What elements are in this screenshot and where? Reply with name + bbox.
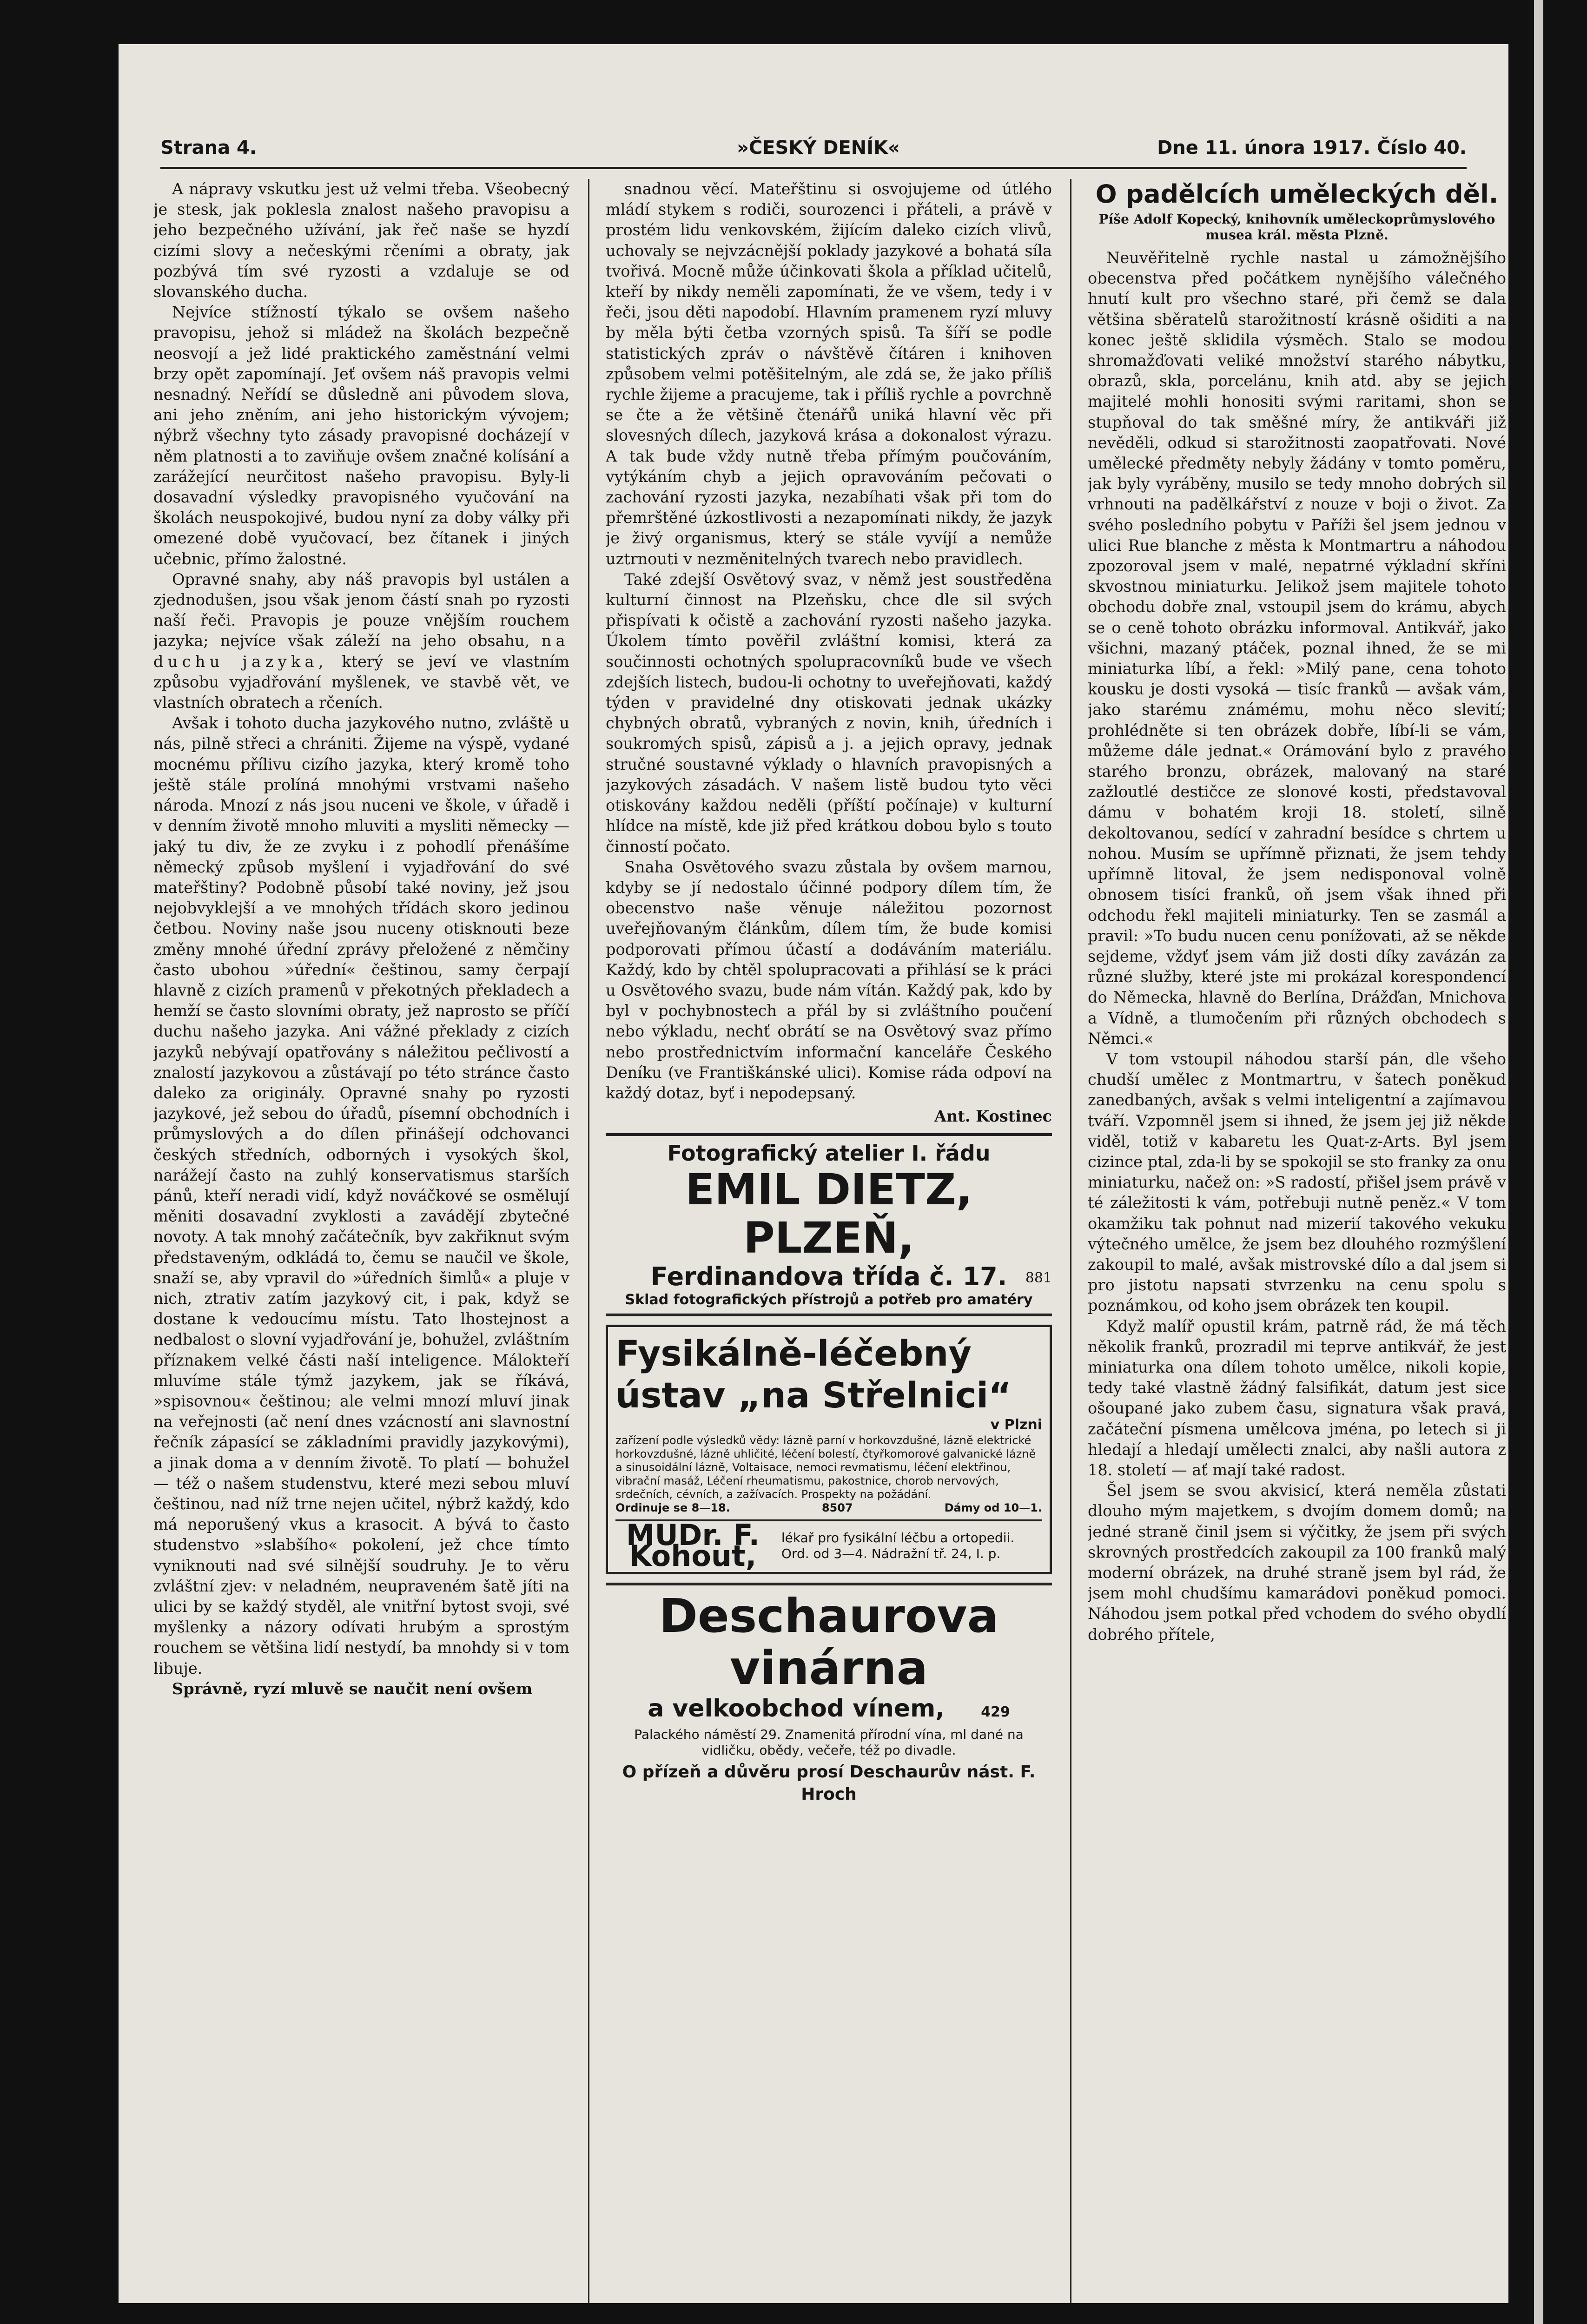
newspaper-page [119, 44, 1508, 2303]
ad-hours: Ordinuje se 8—18. [615, 1501, 730, 1515]
doctor-name: MUDr. F. Kohout, [626, 1518, 760, 1573]
paragraph: Šel jsem se svou akvisicí, která neměla zůstati dlouho mým majetkem, s dvojím domem domů; na jedné straně činil jsem si výčitky, že jsem při svých skrovných prostředcích zakoupil za 100 franků malý moderní obrázek, na druhé straně jsem byl rád, že jsem mohl chudšímu kamarádovi poněkud pomoci. Náhodou jsem potkal před vchodem do svého obydlí dobrého přítele, [1088, 1481, 1506, 1644]
ad-info: Palackého náměstí 29. Znamenitá přírodní vína, ml dané na vidličku, obědy, večeře, též po divadle. [634, 1726, 1024, 1758]
paragraph: Nejvíce stížností týkalo se ovšem našeho pravopisu, jehož si mládež na školách bezpečně neosvojí a jež lidé praktického zaměstnání velmi brzy opět zapomínají. Jeť ovšem náš pravopis velmi nesnadný. Neřídí se důsledně ani původem slova, ani jeho zněním, ani jeho historickým vývojem; nýbrž všechny tyto zásady pravopisné docházejí v něm platnosti a to zaviňuje ovšem značné kolísání a zarážející neurčitost našeho pravopisu. Byly-li dosavadní výsledky pravopisného vyučování na školách neuspokojivé, budou nyní za doby války při omezené době vyučovací, bez čítanek i jiných učebnic, přímo žalostné. [153, 303, 569, 568]
paragraph: A nápravy vskutku jest už velmi třeba. Všeobecný je stesk, jak poklesla znalost našeho pravopisu a jeho bezpečného užívání, jak řeč naše se hyzdí cizími slovy a nečeskými rčeními a obraty, jak pozbývá tím své ryzosti a vzdaluje se od slovanského ducha. [153, 180, 569, 301]
text-span: Opravné snahy, aby náš pravopis byl ustálen a zjednodušen, jsou však jenom částí snah po ryzosti naší řeči. Pravopis je pouze vnějším rouchem jazyka; nejvíce však záleží na jeho obsahu, [153, 570, 569, 650]
ad-subline: Sklad fotografických přístrojů a potřeb pro amatéry [625, 1292, 1033, 1308]
ad-address: Ferdinandova třída č. 17. [650, 1262, 1007, 1292]
ad-number: 429 [981, 1703, 1010, 1720]
column-1 [153, 179, 569, 2303]
ad-frame [606, 1325, 1052, 1574]
column-divider [1070, 179, 1071, 2303]
ad-closing: O přízeň a důvěru prosí Deschaurův nást. F. Hroch [622, 1762, 1036, 1804]
ad-title: Fysikálně-léčebný ústav „na Střelnici“ [615, 1333, 1012, 1416]
ad-number: 8507 [821, 1501, 853, 1515]
column-divider [588, 179, 589, 2303]
paragraph: Neuvěřitelně rychle nastal u zámožnějšího obecenstva před počátkem nynějšího válečného hnutí kult pro všechno staré, při čemž se dala většina sběratelů starožitností krásně ošiditi a na konec ještě sklidila výsměch. Stalo se modou shromažďovati veliké množství starého nábytku, obrazů, skla, porcelánu, knih atd. aby se jejich majitelé mohli honositi svými raritami, shon se stupňoval do tak směšné míry, že antikváři již nevěděli, odkud si starožitnosti zaopatřovati. Nové umělecké předměty nebyly žádány v tomto poměru, jak byly vyráběny, musilo se tedy mnoho dobrých sil vrhnouti na padělkářství z nouze v boji o život. Za svého posledního pobytu v Paříži šel jsem jednou v ulici Rue blanche z města k Montmartru a náhodou zpozoroval jsem v malé, nepatrné výkladní skříni skvostnou miniaturku. Jelikož jsem majitele tohoto obchodu dobře znal, vstoupil jsem do krámu, abych se o ceně tohoto obrázku informoval. Antikvář, jako všichni, mazaný ptáček, poznal ihned, že se mi miniaturka líbí, a řekl: »Milý pane, cena tohoto kousku je dosti vysoká — tisíc franků — avšak vám, jako starému známému, mohu něco slevití; prohlédněte si ten obrázek dobře, líbí-li se vám, můžeme dále jednat.« Orámování bylo z pravého starého bronzu, obrázek, malovaný na staré zažloutlé destičce ze slonové kosti, představoval dámu v bohatém kroji 18. století, silně dekoltovanou, sedící v zahradní besídce s chrtem u nohou. Musím se upřímně přiznati, že jsem tehdy upřímně litoval, že jsem nedisponoval volně obnosem tisíci franků, oň jsem však ihned při odchodu řekl majiteli miniaturky. Ten se zasmál a pravil: »To budu nucen cenu ponížovati, až se někde sejdeme, vždyť jsem vám již dosti díky zavázán za různé služby, které jste mi prokázal korespondencí do Německa, hlavně do Berlína, Drážďan, Mnichova a Vídně, a tlumočením při různých obchodech s Němci.« [1088, 249, 1506, 1048]
ad-subline-text: a velkoobchod vínem, [648, 1694, 945, 1723]
ad-headline: Fotografický atelier I. řádu [667, 1141, 991, 1166]
paragraph: Když malíř opustil krám, patrně rád, že má těch několik franků, prozradil mi teprve antikvář, že jest miniaturka ona dílem tohoto umělce, nikoli kopie, tedy také vlastně žádný falsifikát, datum jest sice ošoupané jako zubem času, signatura však pravá, začáteční písmena umělcova jména, po letech si ji hledají a hledají umělecti znalci, aby našli autora z 18. století — ať mají také radost. [1088, 1317, 1506, 1479]
paragraph: V tom vstoupil náhodou starší pán, dle všeho chudší umělec z Montmartru, v šatech poněkud zanedbaných, avšak s velmi inteligentní a zajímavou tváří. Vzpomněl jsem si ihned, že jsem jej již někde viděl, totiž v kabaretu les Quat-z-Arts. Byl jsem cizince ptal, zda-li by se spokojil se sto franky za onu miniaturku, načež on: »S radostí, přišel jsem právě v té záležitosti k vám, potřebuji nutně peněz.« V tom okamžiku tak pohnut nad mizerií takového vekuku výtečného umělce, že jsem bez dlouhého rozmýšlení zakoupil to malé, avšak mistrovské dílo a dal jsem si pro jistotu napsati stvrzenku na cenu spolu s poznámkou, od koho jsem obrázek ten koupil. [1088, 1050, 1506, 1315]
article-title: O padělcích uměleckých děl. [1095, 179, 1499, 209]
paragraph: Snaha Osvětového svazu zůstala by ovšem marnou, kdyby se jí nedostalo účinné podpory dílem tím, že obecenstvo naše věnuje náležitou pozornost uveřejňovaným článkům, dílem tím, že bude komisi podporovati přímou účastí a dodáváním materiálu. Každý, kdo by chtěl spolupracovati a přihlásí se k práci u Osvětového svazu, bude nám vítán. Každý pak, kdo by byl v pochybnostech a přál by si zvláštního poučení nebo výkladu, nechť obrátí se na Osvětový svaz přímo nebo prostřednictvím informační kanceláře Českého Deníku (ve Františkánské ulici). Komise ráda odpoví na každý dotaz, byť i nepodepsaný. [606, 858, 1052, 1102]
paragraph-bold: Správně, ryzí mluvě se naučit není ovšem [172, 1679, 533, 1698]
ad-ladies-hours: Dámy od 10—1. [944, 1501, 1042, 1515]
paragraph: Avšak i tohoto ducha jazykového nutno, zvláště u nás, pilně střeci a chrániti. Žijeme na výspě, vydané mocnému přílivu cizího jazyka, který kromě toho ještě stále prolíná mnohými vrstvami našeho národa. Mnozí z nás jsou nuceni ve škole, v úřadě i v denním životě mnoho mluviti a mysliti německy — jaký tu div, že ze zvyku i z pohodlí přenášíme německý způsob myšlení i vyjadřování do své mateřštiny? Podobně působí také noviny, jež jsou nejobvyklejší a ve mnohých třídách skoro jedinou četbou. Noviny naše jsou nuceny otisknouti beze změny mnohé úřední zprávy přeložené z němčiny často ubohou »úřední« češtinou, samy čerpají hlavně z cizích pramenů v překotných překladech a hemží se často slovními obraty, jež naprosto se příčí duchu našeho jazyka. Ani vážné překlady z cizích jazyků nebývají opatřovány s náležitou pečlivostí a znalostí jazykovou a zůstávají po této stránce často daleko za originály. Opravné snahy po ryzosti jazykové, jež sebou do úřadů, písemní obchodních i průmyslových a do dílen přinášejí odchovanci českých středních, odborných i vysokých škol, narážejí často na zuhlý konservatismus starších pánů, kteří neradi vidí, když nováčkové se osmělují měniti dosavadní zvyklosti a zavádějí zbytečné novoty. A tak mnohý začátečník, byv zakřiknut svým představeným, odkládá to, čemu se naučil ve škole, snaží se, aby vpravil do »úředních šimlů« a pluje v nich, ztrativ zatím jazykový cit, i pak, když se dostane k vedoucímu místu. Tato lhostejnost a nedbalost o slovní vyjadřování je, bohužel, zvláštním příznakem velké části naší inteligence. Málokteří mluvíme stále týmž jazykem, jak se říkává, »spisovnou« češtinou; ale velmi mnozí mluví jinak na veřejnosti (ač není dnes vzácností ani slavnostní řečník zápasící se základními pravidly jazykovými), a jinak doma a v denním životě. To platí — bohužel — též o našem studenstvu, které mezi sebou mluví češtinou, nad níž trne nejen učitel, nýbrž každý, kdo má neporušený vkus a krasocit. A bývá to často studenstvo »slabšího« pokolení, jež chce tímto vyniknouti nad své silnější soudruhy. Je to věru zvláštní zjev: v neladném, neupraveném šatě jíti na ulici by se každý styděl, ale vnitřní bytost svoji, své myšlenky a názory odívati hrubým a sprostým rouchem se většina lidí nestydí, ba mnohdy si v tom libuje. [153, 714, 569, 1677]
ad-doctor [615, 1518, 1042, 1573]
header-rule [160, 167, 1467, 169]
ad-company-name: Deschaurova vinárna [659, 1588, 999, 1695]
ad-physiotherapy [606, 1314, 1052, 1582]
masthead: »ČESKÝ DENÍK« [737, 137, 900, 158]
article-byline: Píše Adolf Kopecký, knihovník uměleckoprůmyslového musea král. města Plzně. [1098, 211, 1495, 243]
column-2 [606, 179, 1052, 2303]
paragraph: snadnou věcí. Mateřštinu si osvojujeme od útlého mládí stykem s rodiči, sourozenci i přáteli, a právě v prostém lidu venkovském, žijícím daleko cizích vlivů, uchovaly se nejvzácnější poklady jazykové a bohatá síla tvořivá. Mocně může účinkovati škola a příklad učitelů, kteří by nikdy neměli zapomínati, že ve všem, tedy i v řeči, jsou děti napodobí. Hlavním pramenem ryzí mluvy by měla býti četba vzorných spisů. Ta šíří se podle statistických zpráv o návštěvě čítáren i knihoven způsobem velmi potěšitelným, ale zdá se, že jako příliš rychle žijeme a pracujeme, tak i příliš rychle a povrchně se čte a že většině čtenářů uniká hlavní věc při slovesných dílech, jazyková krása a dokonalost výrazu. A tak bude vždy nutně třeba přímým poučováním, vytýkáním chyb a jejich opravováním pečovati o zachování ryzosti jazyka, nezabíhati však při tom do přemrštěné úzkostlivosti a nezapomínati nikdy, že jazyk je živý organismus, který se stále vyvíjí a nemůže uztrnouti v nezměnitelných tvarech nebo pravidlech. [606, 180, 1052, 568]
spaced-emphasis: na duchu jazyka, [153, 632, 569, 671]
text-span: který se jeví ve vlastním způsobu vyjadřování myšlenek, ve stavbě vět, ve vlastních obratech a rčeních. [153, 652, 569, 712]
doctor-info: lékař pro fysikální léčbu a ortopedii. Ord. od 3—4. Nádražní tř. 24, I. p. [781, 1530, 1015, 1561]
ad-company-name: EMIL DIETZ, PLZEŇ, [685, 1165, 972, 1263]
ad-subline [606, 1694, 1052, 1727]
issue-date: Dne 11. února 1917. Číslo 40. [1157, 137, 1467, 158]
ad-photo-studio [606, 1133, 1052, 1314]
ad-wine-bar [606, 1583, 1052, 1810]
advertisements [606, 1133, 1052, 1810]
ad-place: v Plzni [990, 1417, 1042, 1433]
paragraph [153, 569, 569, 713]
ad-number: 881 [1025, 1270, 1052, 1287]
column-3 [1088, 179, 1506, 2303]
page-label: Strana 4. [160, 137, 257, 158]
paragraph: Také zdejší Osvětový svaz, v němž jest soustředěna kulturní činnost na Plzeňsku, chce dle sil svých přispívati k očistě a zachování ryzosti našeho jazyka. Úkolem tímto pověřil zvláštní komisi, která za součinnosti ochotných spolupracovníků bude ve všech zdejších listech, budou-li ochotny to uveřejňovati, každý týden v pravidelné dny otiskovati jednak ukázky chybných obratů, vybraných z novin, knih, úředních i soukromých spisů, zápisů a j. a jejich opravy, jednak stručné soustavné výklady o hlavních pravopisných a jazykových zásadách. V našem listě budou tyto věci otiskovány každou neděli (příští počínaje) v kulturní hlídce na místě, kde již před krátkou dobou bylo s touto činností počato. [606, 570, 1052, 856]
running-head [160, 137, 1467, 170]
ad-hours-row [615, 1501, 1042, 1515]
adjacent-page-edge [1534, 0, 1543, 2324]
ad-body: zařízení podle výsledků vědy: lázně parní v horkovzdušné, lázně elektrické horkovzdušné, lázně uhličité, léčení bolestí, čtyřkomorové galvanické lázně a sinusoidální lázně, Voltaisace, nemoci revmatismu, léčení elektřinou, vibrační masáž, Léčení rheumatismu, pakostnice, chorob nervových, srdečních, cévních, a zažívacích. Prospekty na požádání. [615, 1434, 1036, 1501]
article-signature: Ant. Kostinec [934, 1107, 1052, 1126]
